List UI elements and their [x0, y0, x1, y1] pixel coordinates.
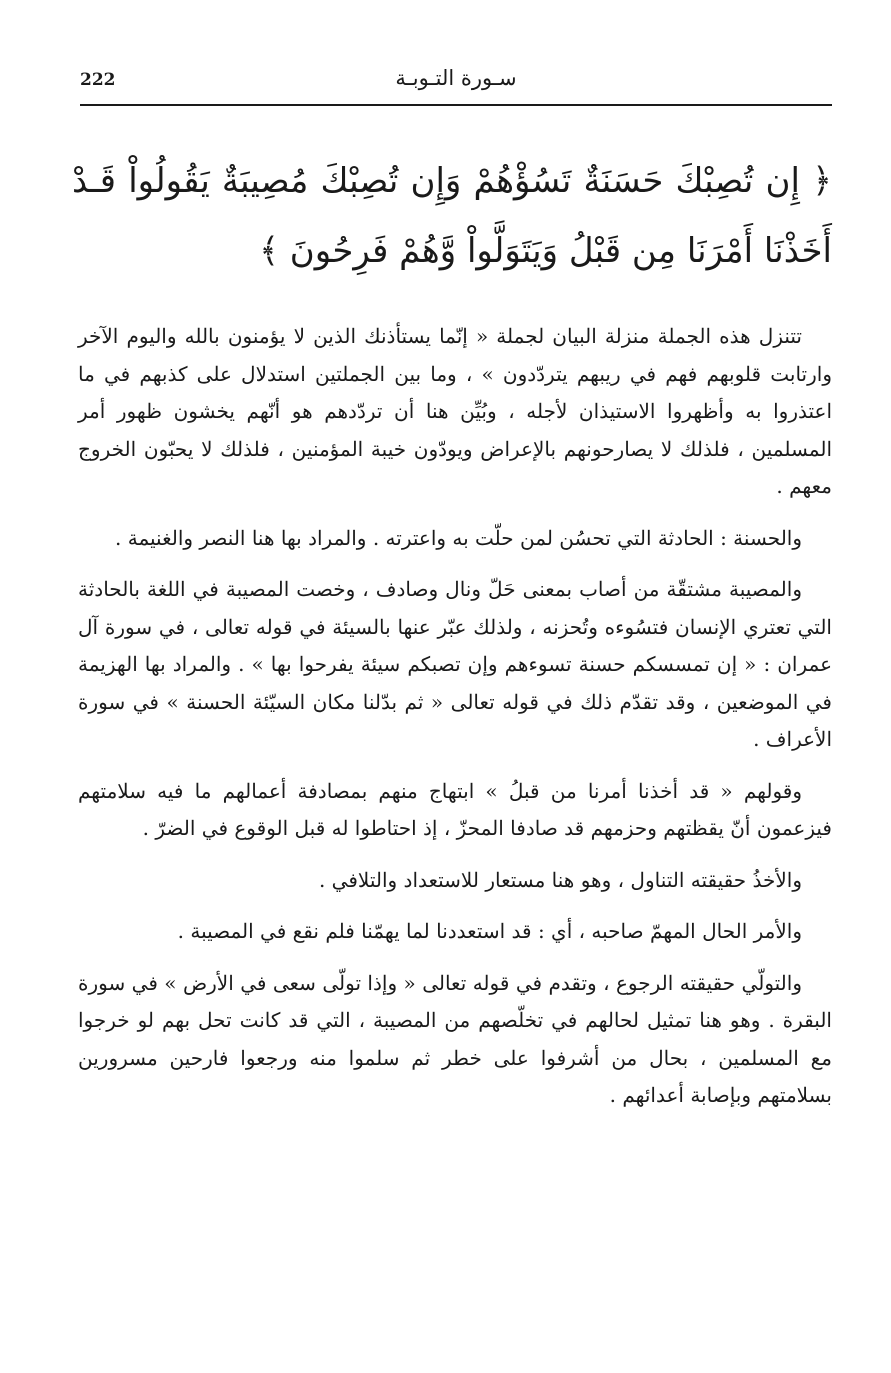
commentary-body	[78, 318, 832, 1129]
paragraph-4: وقولهم « قد أخذنا أمرنا من قبلُ » ابتهاج منهم بمصادفة أعمالهم ما فيه سلامتهم فيزعمون أنّ يقظتهم وحزمهم قد صادفا المحزّ ، إذ احتاطوا له قبل الوقوع في الضرّ .	[78, 778, 832, 840]
quran-verse	[72, 146, 832, 286]
page-number: 222	[80, 70, 116, 90]
paragraph-6: والأمر الحال المهمّ صاحبه ، أي : قد استعددنا لما يهمّنا فلم نقع في المصيبة .	[177, 919, 802, 943]
verse-line-1: ﴿ إِن تُصِبْكَ حَسَنَةٌ تَسُؤْهُمْ وَإِن تُصِبْكَ مُصِيبَةٌ يَقُولُواْ قَـدْ	[72, 161, 832, 201]
paragraph-3: والمصيبة مشتقّة من أصاب بمعنى حَلّ ونال وصادف ، وخصت المصيبة في اللغة بالحادثة التي تعتري الإنسان فتسُوءه وتُحزنه ، ولذلك عبّر عنها بالسيئة في قوله تعالى ، في سورة آل عمران : « إن تمسسكم حسنة تسوءهم وإن تصبكم سيئة يفرحوا بها » . والمراد بها الهزيمة في الموضعين ، وقد تقدّم ذلك في قوله تعالى « ثم بدّلنا مكان السيّئة الحسنة » في سورة الأعراف .	[78, 577, 832, 751]
paragraph-1: تتنزل هذه الجملة منزلة البيان لجملة « إنّما يستأذنك الذين لا يؤمنون بالله واليوم الآخر وارتابت قلوبهم فهم في ريبهم يتردّدون » ، وما بين الجملتين استدلال على كذبهم في ما اعتذروا به وأظهروا الاستيذان لأجله ، وبُيِّن هنا أن تردّدهم هو أنّهم يخشون ظهور أمر المسلمين ، فلذلك لا يصارحونهم بالإعراض ويودّون خيبة المؤمنين ، فلذلك لا يحبّون الخروج معهم .	[78, 324, 832, 498]
page-header	[80, 62, 832, 102]
verse-line-2: أَخَذْنَا أَمْرَنَا مِن قَبْلُ وَيَتَوَلَّواْ وَّهُمْ فَرِحُونَ ﴾	[259, 231, 832, 271]
paragraph-5: والأخذُ حقيقته التناول ، وهو هنا مستعار للاستعداد والتلافي .	[318, 867, 802, 892]
paragraph-2: والحسنة : الحادثة التي تحسُن لمن حلّت به واعترته . والمراد بها هنا النصر والغنيمة .	[115, 525, 802, 550]
header-rule	[80, 104, 832, 106]
running-title: سـورة التـوبـة	[395, 66, 517, 90]
paragraph-7: والتولّي حقيقته الرجوع ، وتقدم في قوله تعالى « وإذا تولّى سعى في الأرض » في سورة البقرة . وهو هنا تمثيل لحالهم في تخلّصهم من المصيبة ، التي قد كانت تحل بهم لو خرجوا مع المسلمين ، بحال من أشرفوا على خطر ثم سلموا منه ورجعوا فارحين مسرورين بسلامتهم وبإصابة أعدائهم .	[78, 970, 832, 1107]
